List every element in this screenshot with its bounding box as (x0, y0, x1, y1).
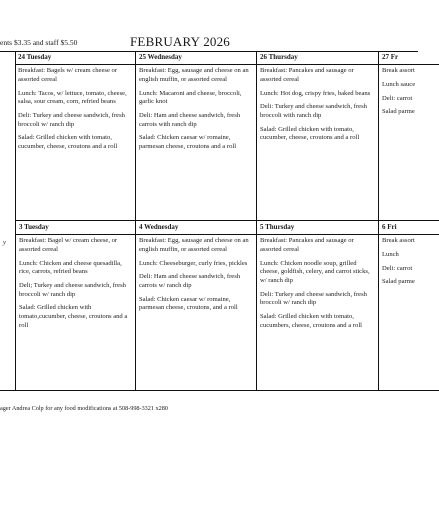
footer-contact-note: ager Andrea Colp for any food modifications at 508-998-3321 x280 (0, 405, 168, 412)
lunch-item: Lunch (382, 250, 399, 258)
salad-item: Salad parme (382, 278, 415, 286)
breakfast-item: Breakfast: Bagel w/ cream cheese, or assorted cereal (19, 237, 118, 253)
deli-item: Deli: carrot (382, 94, 413, 102)
salad-item: Salad: Grilled chicken with tomato, cucumber, cheese, croutons and a roll (18, 134, 118, 151)
calendar-cell-tuesday-2 (15, 221, 136, 391)
day-label: 25 Wednesday (136, 51, 256, 65)
deli-item: Deli: Turkey and cheese sandwich, fresh broccoli with ranch dip (260, 103, 367, 120)
calendar-cell-thursday-1 (257, 51, 379, 221)
lunch-item: Lunch sauce (382, 80, 416, 88)
calendar-cell-wednesday-1 (136, 51, 257, 221)
deli-item: Deli: Turkey and cheese sandwich, fresh broccoli w/ ranch dip (260, 290, 367, 307)
salad-item: Salad: Grilled chicken with tomato,cucumber, cheese, croutons and a roll (19, 304, 128, 329)
lunch-item: Lunch: Tacos, w/ lettuce, tomato, cheese, salsa, sour cream, corn, refried beans (18, 89, 127, 106)
deli-item: Deli: Ham and cheese sandwich, fresh carrots with ranch dip (139, 112, 241, 128)
deli-item: Deli: carrot (382, 264, 413, 272)
lunch-item: Lunch: Chicken and cheese quesadilla, rice, carrots, refried beans (19, 259, 122, 276)
deli-item: Deli: Ham and cheese sandwich, fresh carrots w/ ranch dip (139, 273, 241, 290)
breakfast-item: Breakfast: Bagels w/ cream cheese or assorted cereal (18, 67, 118, 83)
calendar-cell-thursday-2 (257, 221, 379, 391)
breakfast-item: Break assort (382, 67, 415, 75)
calendar-cell-wednesday-2 (136, 221, 257, 391)
breakfast-item: Breakfast: Egg, sausage and cheese on an english muffin, or assorted cereal (139, 237, 249, 253)
lunch-item: Lunch: Cheeseburger, curly fries, pickles (139, 259, 248, 267)
day-label: 26 Thursday (257, 51, 378, 65)
day-label: 5 Thursday (257, 221, 378, 235)
salad-item: Salad parme (382, 108, 415, 116)
monday-fragment: y (3, 239, 6, 246)
salad-item: Salad: Chicken caesar w/ romaine, parmesan cheese, croutons and a roll (139, 134, 237, 151)
day-label: 3 Tuesday (16, 221, 135, 235)
breakfast-item: Breakfast: Pancakes and sausage or assorted cereal (260, 67, 354, 83)
salad-item: Salad: Chicken caesar w/ romaine, parmesan cheese, croutons, and a roll (139, 295, 238, 312)
page-title: FEBRUARY 2026 (130, 34, 230, 49)
deli-item: Deli: Turkey and cheese sandwich, fresh broccoli w/ ranch dip (18, 112, 125, 128)
day-label: 6 Fri (379, 221, 439, 235)
calendar-cell-friday-1 (379, 51, 439, 221)
menu-calendar (0, 51, 418, 391)
calendar-cell-monday-2 (0, 221, 15, 391)
deli-item: Deli; Turkey and cheese sandwich, fresh broccoli w/ ranch dip (19, 282, 126, 298)
day-label: 27 Fr (379, 51, 439, 65)
breakfast-item: Breakfast: Pancakes and sausage or assorted cereal (260, 237, 354, 253)
day-label: 24 Tuesday (15, 51, 135, 65)
calendar-cell-friday-2 (379, 221, 439, 391)
breakfast-item: Break assort (382, 237, 415, 245)
lunch-item: Lunch: Macaroni and cheese, broccoli, garlic knot (139, 89, 242, 106)
lunch-item: Lunch: Hot dog, crispy fries, baked beans (260, 89, 371, 97)
price-note: ents $3.35 and staff $5.50 (0, 38, 78, 47)
lunch-item: Lunch: Chicken noodle soup, grilled cheese, goldfish, celery, and carrot sticks, w/ ranch dip (260, 259, 370, 285)
salad-item: Salad: Grilled chicken with tomato, cucumber, cheese, croutons and a roll (260, 125, 360, 142)
salad-item: Salad: Grilled chicken with tomato, cucumbers, cheese, croutons and a roll (260, 313, 362, 329)
day-label: 4 Wednesday (136, 221, 256, 235)
calendar-cell-tuesday-1 (15, 51, 136, 221)
breakfast-item: Breakfast: Egg, sausage and cheese on an english muffin, or assorted cereal (139, 67, 249, 83)
